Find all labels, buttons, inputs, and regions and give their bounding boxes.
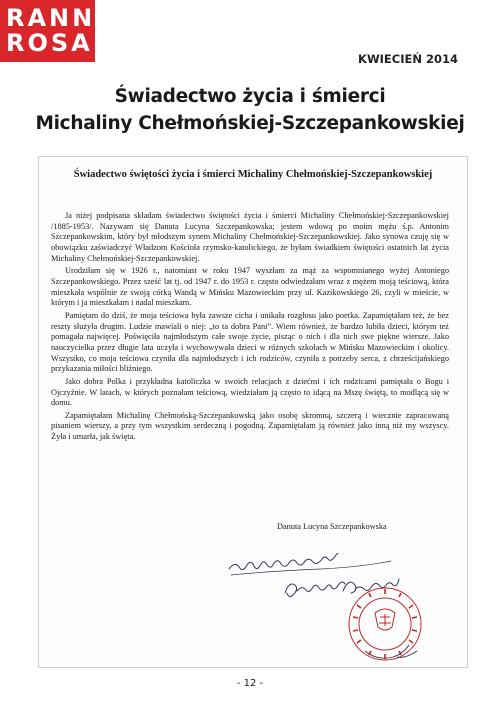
paragraph: Urodziłam się w 1926 r., natomiast w roku 1947 wyszłam za mąż za wspomnianego wyżej Antoniego Szczepankowskiego. Przez sześć lat tj. od 1947 r. do 1953 r. często odwiedzałam wraz z mężem moją teściową, która mieszkała wspólnie ze swoją córką Wandą w Mińsku Mazowieckim przy ul. Kazikowskiego 26, czyli w mieście, w którym i ja mieszkałam i nadal mieszkam. <box>51 266 449 308</box>
paragraph: Ja niżej podpisana składam świadectwo świętości życia i śmierci Michaliny Chełmońskiej-Szczepankowskiej /1885-1953/. Nazywam się Danuta Lucyna Szczepankowska; jestem wdową po moim mężu ś.p. Antonim Szczepankowskim, który był młodszym synem Michaliny Chełmońskiej-Szczepankowskiej. Jako synowa czuję się w obowiązku zaświadczyć Władzom Kościoła rzymsko-katolickiego, że byłam świadkiem świętości ostatnich lat życia Michaliny Chełmońskiej-Szczepankowskiej. <box>51 211 449 263</box>
logo-line-2: ROSA <box>6 29 93 57</box>
page-number: - 12 - <box>236 678 264 689</box>
official-stamp <box>339 583 431 665</box>
magazine-logo <box>0 0 117 62</box>
page-title-line-2: Michaliny Chełmońskiej-Szczepankowskiej <box>35 113 465 134</box>
document-body <box>51 211 449 445</box>
document-title: Świadectwo świętości życia i śmierci Michaliny Chełmońskiej-Szczepankowskiej <box>73 169 433 180</box>
issue-date: KWIECIEŃ 2014 <box>358 52 458 66</box>
paragraph: Pamiętam do dziś, że moja teściowa była zawsze cicha i unikała rozgłosu jako poetka. Zapamiętałam też, że bez reszty służyła drugim. Ludzie mawiali o niej: „to ta dobra Pani”. Wiem również, że bardzo lubiła dzieci, którym też pomagała najwięcej. Poświęciła najmłodszym całe swoje życie, pisząc o nich i dla nich swe piękne wiersze. Jako nauczycielka przez długie lata uczyła i wychowywała dzieci w różnych szkołach w Mińsku Mazowieckim i okolicy. Wszystko, co moja teściowa czyniła dla najmłodszych i ich rodziców, czyniła z potrzeby serca, z chrześcijańskiego przykazania miłości bliźniego. <box>51 310 449 374</box>
page-title-line-1: Świadectwo życia i śmierci <box>114 86 386 107</box>
paragraph: Zapamiętałam Michalinę Chełmońską-Szczepankowską jako osobę skromną, szczerą i wiecznie zapracowaną pisaniem wierszy, a przy tym wszystkim serdeczną i pogodną. Zapamiętałam ją również jako inną niż my wszyscy. Żyła i umarła, jak święta. <box>51 410 449 442</box>
scanned-document <box>38 156 468 668</box>
signer-name: Danuta Lucyna Szczepankowska <box>277 522 387 531</box>
logo-line-1: RANNA <box>6 4 117 32</box>
paragraph: Jako dobra Polka i przykładna katoliczka w swoich relacjach z dziećmi i ich rodzicami pamiętała o Bogu i Ojczyźnie. W latach, w których poznałam teściową, wiedziałam ją często to idącą na Mszę świętą, to modlącą się w domu. <box>51 376 449 408</box>
